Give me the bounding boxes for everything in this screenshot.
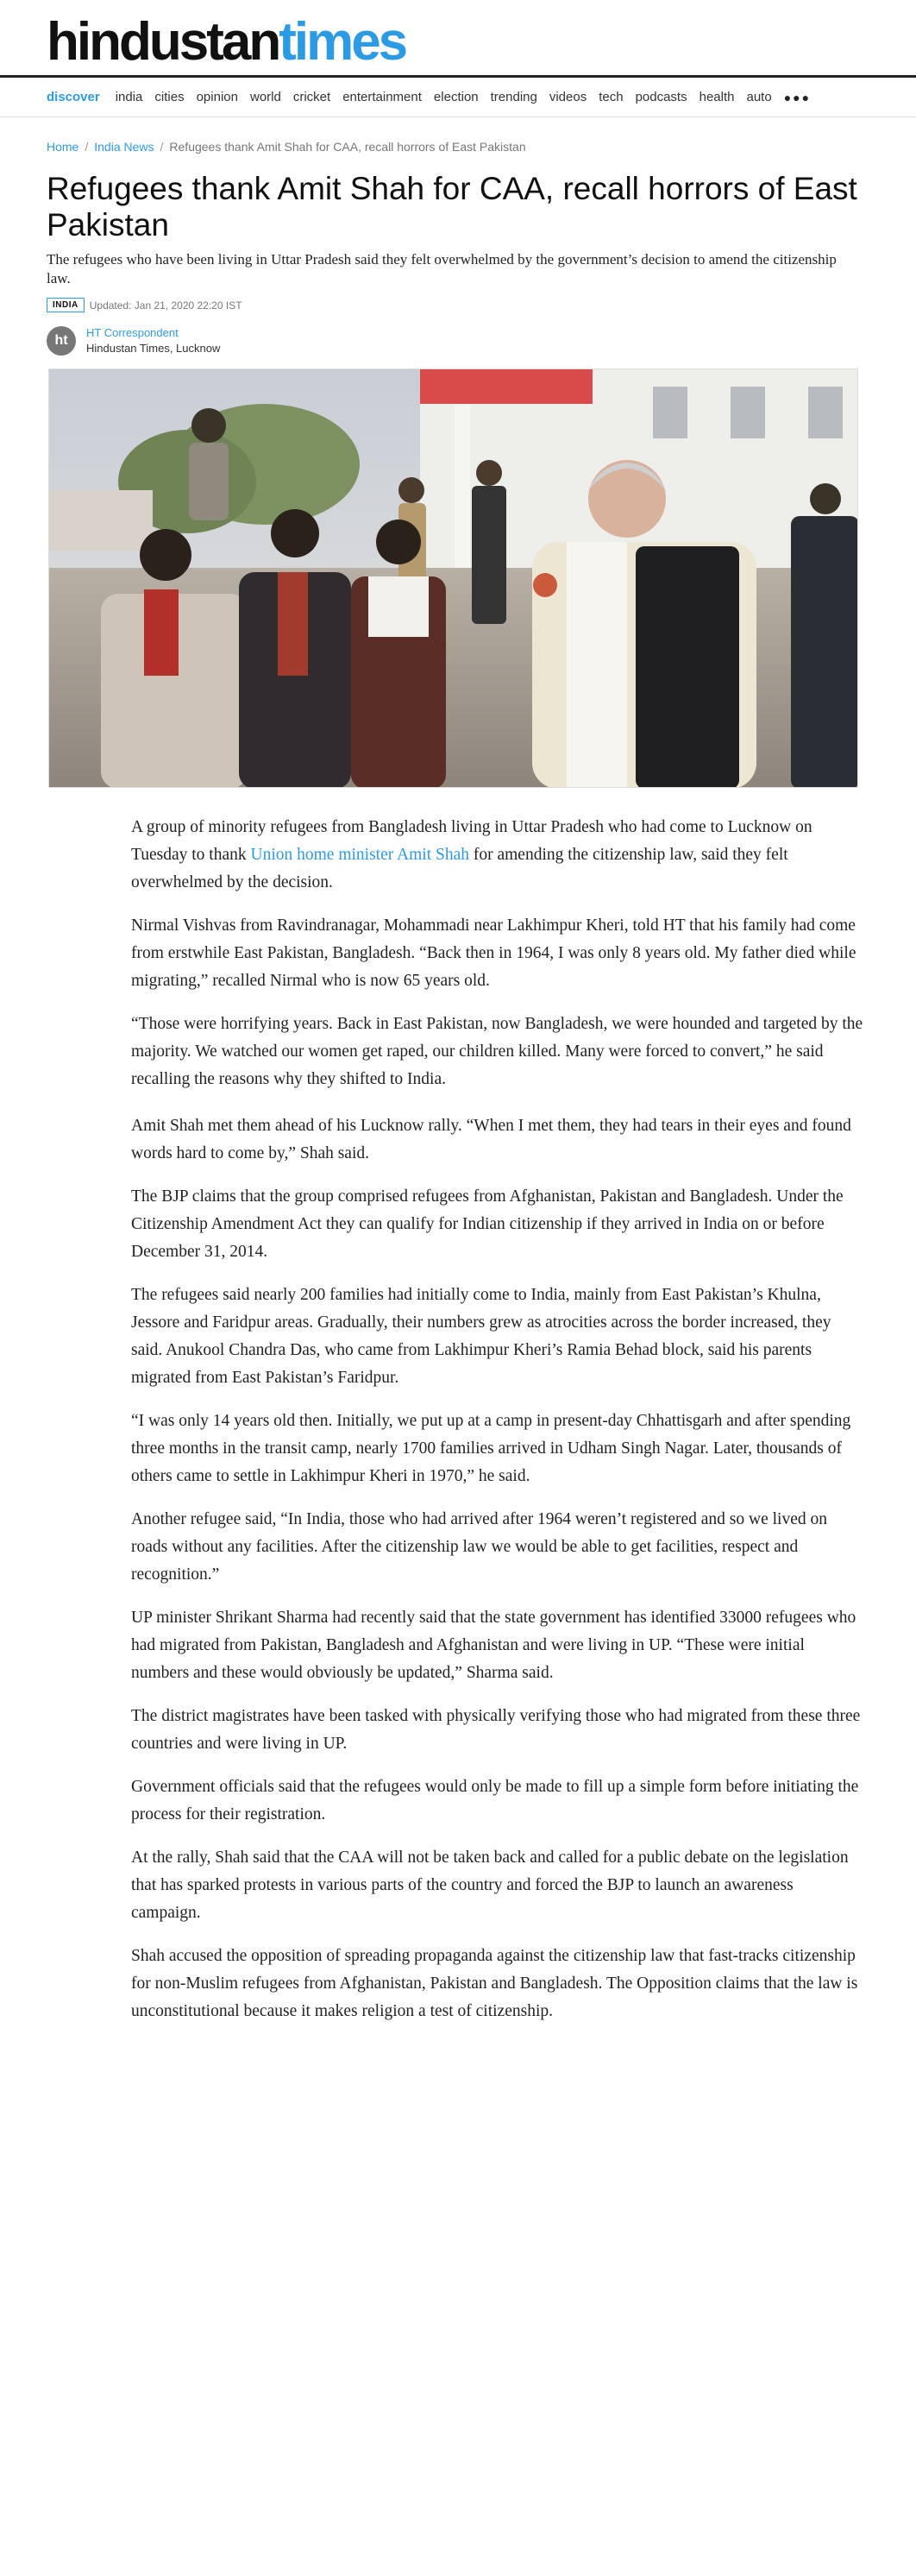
article-paragraph-12: At the rally, Shah said that the CAA will not be taken back and called for a public debate on the legislation that has sparked protests in various parts of the country and forced the BJP to launch an awareness campaign.: [131, 1849, 849, 1922]
article-paragraph-11: Government officials said that the refugees would only be made to fill up a simple form before initiating the process for their registration.: [131, 1778, 859, 1823]
article-paragraph-8: Another refugee said, “In India, those who had arrived after 1964 weren’t registered and so we lived on roads without any facilities. After the citizenship law we would be able to get facilities, respect and recognition.”: [131, 1510, 827, 1584]
nav-item-opinion[interactable]: opinion: [196, 90, 238, 104]
author-name-link[interactable]: HT Correspondent: [86, 326, 179, 339]
article-body: [131, 814, 864, 2041]
article-paragraph-13: Shah accused the opposition of spreading propaganda against the citizenship law that fast-tracks citizenship for non-Muslim refugees from Afghanistan, Pakistan and Bangladesh. The Opposition claims that the law is unconstitutional because it makes religion a test of citizenship.: [131, 1947, 858, 2020]
amit-shah-link[interactable]: Union home minister Amit Shah: [250, 846, 469, 864]
article-paragraph-9: UP minister Shrikant Sharma had recently said that the state government has identified 33000 refugees who had migrated from Pakistan, Bangladesh and Afghanistan and were living in UP. “These were initial numbers and these would obviously be updated,” Sharma said.: [131, 1609, 856, 1682]
breadcrumb-current: Refugees thank Amit Shah for CAA, recall horrors of East Pakistan: [169, 140, 526, 154]
nav-item-health[interactable]: health: [699, 90, 735, 104]
logo-part-hindustan: hindustan: [47, 12, 279, 72]
article-paragraph-10: The district magistrates have been tasked with physically verifying those who had migrated from these three countries and were living in UP.: [131, 1707, 861, 1753]
breadcrumb-separator: /: [160, 140, 164, 154]
nav-item-podcasts[interactable]: podcasts: [635, 90, 687, 104]
logo-part-times: times: [279, 12, 406, 72]
paragraph-text: A group of minority refugees from Bangladesh living in Uttar Pradesh who had come to Lucknow on Tuesday to thank: [131, 818, 812, 864]
nav-item-tech[interactable]: tech: [599, 90, 624, 104]
nav-item-world[interactable]: world: [249, 90, 281, 104]
author-block: [47, 325, 220, 356]
nav-item-cities[interactable]: cities: [154, 90, 185, 104]
masthead: [0, 0, 916, 78]
hero-photo-illustration: [49, 369, 858, 788]
nav-item-trending[interactable]: trending: [490, 90, 537, 104]
nav-item-videos[interactable]: videos: [549, 90, 587, 104]
nav-item-election[interactable]: election: [433, 90, 479, 104]
section-nav: [0, 78, 916, 117]
article-paragraph-7: “I was only 14 years old then. Initially, we put up at a camp in present-day Chhattisgarh and after spending three months in the transit camp, nearly 1700 families arrived in Udham Singh Nagar. Later, thousands of others came to settle in Lakhimpur Kheri in 1970,” he said.: [131, 1412, 851, 1485]
nav-item-india[interactable]: india: [115, 90, 143, 104]
nav-item-auto[interactable]: auto: [746, 90, 772, 104]
article-paragraph-2: Nirmal Vishvas from Ravindranagar, Mohammadi near Lakhimpur Kheri, told HT that his family had come from erstwhile East Pakistan, Bangladesh. “Back then in 1964, I was only 8 years old. My father died while migrating,” recalled Nirmal who is now 65 years old.: [131, 916, 856, 990]
article-paragraph-5: The BJP claims that the group comprised refugees from Afghanistan, Pakistan and Bangladesh. Under the Citizenship Amendment Act they can qualify for Indian citizenship if they arrived in India on or before December 31, 2014.: [131, 1187, 844, 1261]
article-meta: [47, 298, 242, 312]
author-avatar: ht: [47, 326, 76, 356]
breadcrumb-home[interactable]: Home: [47, 140, 79, 154]
updated-timestamp: Updated: Jan 21, 2020 22:20 IST: [89, 299, 242, 312]
nav-discover[interactable]: discover: [47, 90, 100, 104]
article-paragraph-3: “Those were horrifying years. Back in East Pakistan, now Bangladesh, we were hounded and targeted by the majority. We watched our women get raped, our children killed. Many were forced to convert,” he said recalling the reasons why they shifted to India.: [131, 1015, 863, 1088]
section-tag[interactable]: INDIA: [47, 298, 85, 312]
more-dots-icon[interactable]: ●●●: [783, 90, 812, 104]
breadcrumb: [47, 140, 526, 154]
author-org: Hindustan Times, Lucknow: [86, 342, 221, 355]
nav-item-cricket[interactable]: cricket: [292, 90, 331, 104]
page-title: Refugees thank Amit Shah for CAA, recall horrors of East Pakistan: [47, 171, 857, 242]
article-paragraph-4: Amit Shah met them ahead of his Lucknow rally. “When I met them, they had tears in their eyes and found words hard to come by,” Shah said.: [131, 1117, 851, 1162]
article-paragraph-1: [131, 814, 864, 897]
paragraph-text: for amending the citizenship law, said they felt overwhelmed by the decision.: [131, 846, 788, 891]
nav-item-entertainment[interactable]: entertainment: [342, 90, 422, 104]
breadcrumb-separator: /: [85, 140, 89, 154]
article-paragraph-6: The refugees said nearly 200 families had initially come to India, mainly from East Pakistan’s Khulna, Jessore and Faridpur areas. Gradually, their numbers grew as atrocities across the border increased, they said. Anukool Chandra Das, who came from Lakhimpur Kheri’s Ramia Behad block, said his parents migrated from East Pakistan’s Faridpur.: [131, 1286, 831, 1387]
breadcrumb-section[interactable]: India News: [94, 140, 154, 154]
article-summary: The refugees who have been living in Uttar Pradesh said they felt overwhelmed by the government’s decision to amend the citizenship law.: [47, 251, 837, 287]
hero-image: [48, 368, 858, 788]
site-logo[interactable]: [47, 12, 405, 72]
